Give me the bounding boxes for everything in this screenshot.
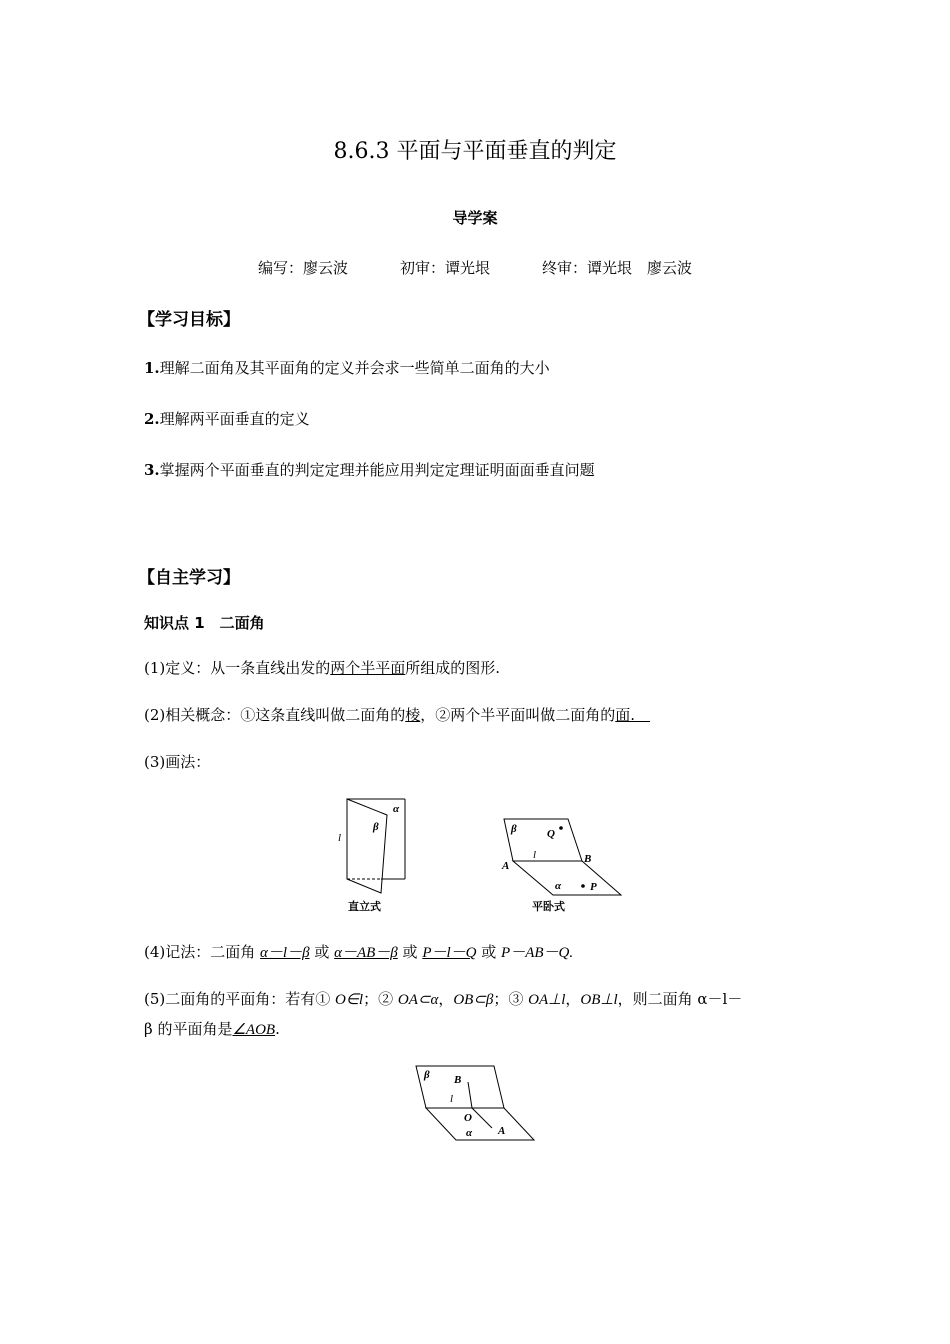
label-alpha: α [466, 1127, 473, 1139]
goal-item-3: 3.掌握两个平面垂直的判定定理并能应用判定定理证明面面垂直问题 [144, 461, 595, 479]
page-title: 8.6.3 平面与平面垂直的判定 [333, 139, 617, 164]
answer-blank: α－AB－β [334, 945, 398, 961]
final-reviewer: 终审：谭光垠 廖云波 [542, 259, 693, 277]
definition-line: (1)定义：从一条直线出发的两个半平面所组成的图形. [144, 659, 501, 677]
label-a: A [502, 860, 510, 872]
figure-upright-dihedral [335, 793, 415, 918]
label-alpha: α [393, 803, 400, 815]
figure-plane-angle [410, 1060, 542, 1146]
label-beta: β [511, 823, 517, 835]
authors-line [0, 257, 950, 278]
answer-blank: 面. [615, 706, 651, 724]
label-a: A [498, 1125, 506, 1137]
knowledge-point-1: 知识点 1 二面角 [144, 614, 265, 632]
goal-item-1: 1.理解二面角及其平面角的定义并会求一些简单二面角的大小 [144, 359, 550, 377]
drawing-line: (3)画法： [144, 753, 211, 771]
label-beta: β [373, 821, 379, 833]
label-l: l [533, 849, 537, 861]
writer: 编写：廖云波 [257, 259, 348, 277]
label-l: l [338, 832, 342, 844]
label-p: P [590, 881, 597, 893]
figure-caption: 直立式 [348, 900, 381, 913]
page-subtitle: 导学案 [452, 209, 498, 227]
concepts-line: (2)相关概念：①这条直线叫做二面角的棱，②两个半平面叫做二面角的面. [144, 706, 651, 724]
answer-blank: P－l－Q [422, 945, 477, 961]
answer-blank: 两个半平面 [330, 659, 406, 677]
goals-heading: 【学习目标】 [138, 310, 240, 330]
plane-angle-line-2: β 的平面角是∠AOB. [144, 1020, 280, 1038]
label-l: l [450, 1093, 454, 1105]
first-reviewer: 初审：谭光垠 [399, 259, 490, 277]
answer-blank: α－l－β [260, 945, 310, 961]
label-q: Q [547, 828, 555, 840]
label-b: B [584, 853, 592, 865]
answer-blank: 棱 [405, 706, 421, 724]
figure-lying-dihedral [497, 812, 627, 918]
self-study-heading: 【自主学习】 [138, 568, 240, 588]
notation-line: (4)记法：二面角 α－l－β 或 α－AB－β 或 P－l－Q 或 P－AB－Q. [144, 943, 574, 961]
label-b: B [454, 1074, 462, 1086]
label-alpha: α [555, 880, 562, 892]
label-o: O [464, 1112, 472, 1124]
answer-blank: ∠AOB [232, 1022, 276, 1038]
figure-caption: 平卧式 [532, 900, 565, 913]
goal-item-2: 2.理解两平面垂直的定义 [144, 410, 310, 428]
label-beta: β [424, 1069, 430, 1081]
plane-angle-line-1: (5)二面角的平面角：若有① O∈l；② OA⊂α，OB⊂β；③ OA⊥l，OB⊥l，则二面角 α－l－ [144, 990, 743, 1008]
